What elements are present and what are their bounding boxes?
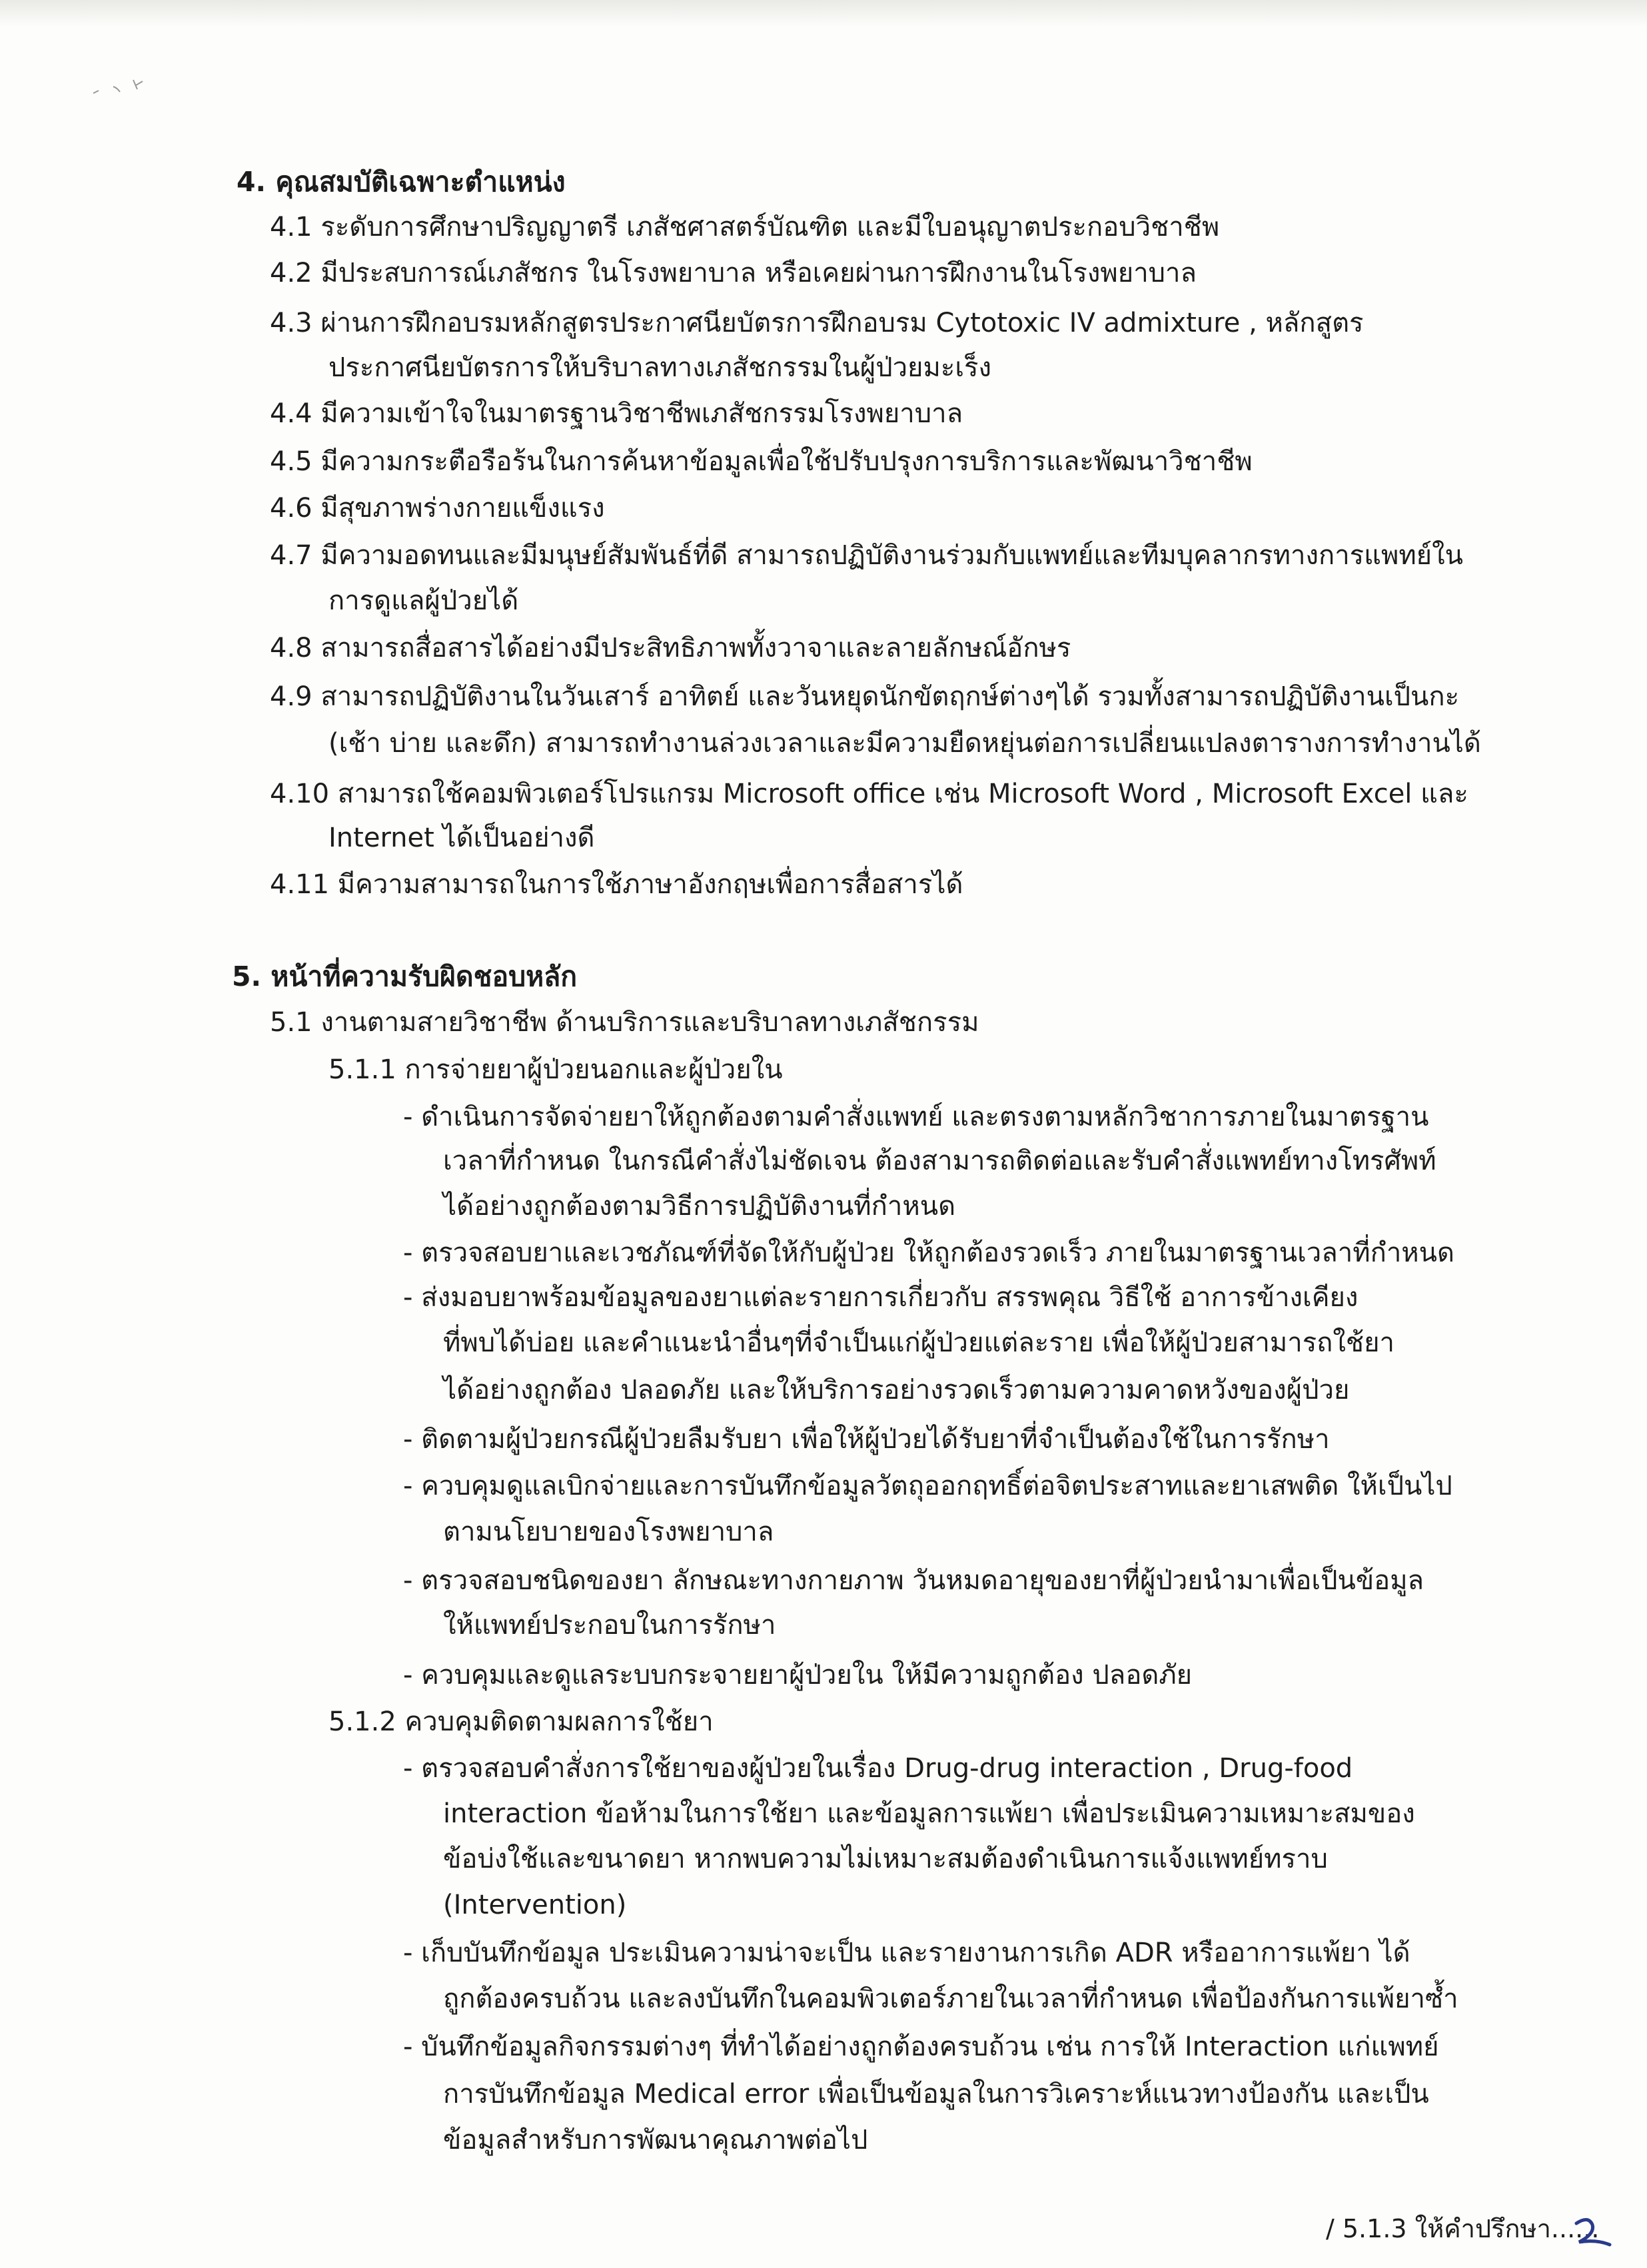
bullet-line: - ควบคุมและดูแลระบบกระจายยาผู้ป่วยใน ให้มีความถูกต้อง ปลอดภัย xyxy=(403,1660,1193,1691)
bullet-line: - บันทึกข้อมูลกิจกรรมต่างๆ ที่ทำได้อย่างถูกต้องครบถ้วน เช่น การให้ Interaction แก่แพทย์ xyxy=(403,2032,1439,2062)
bullet-line-cont: interaction ข้อห้ามในการใช้ยา และข้อมูลการแพ้ยา เพื่อประเมินความเหมาะสมของ xyxy=(443,1798,1415,1829)
list-item-4-9: 4.9 สามารถปฏิบัติงานในวันเสาร์ อาทิตย์ และวันหยุดนักขัตฤกษ์ต่างๆได้ รวมทั้งสามารถปฏิบัติงานเป็นกะ xyxy=(270,681,1460,712)
list-item-4-9-cont: (เช้า บ่าย และดึก) สามารถทำงานล่วงเวลาและมีความยืดหยุ่นต่อการเปลี่ยนแปลงตารางการทำงานได้ xyxy=(328,728,1481,759)
scan-shadow xyxy=(0,0,1647,27)
list-item-4-11: 4.11 มีความสามารถในการใช้ภาษาอังกฤษเพื่อการสื่อสารได้ xyxy=(270,869,963,900)
list-item-4-7: 4.7 มีความอดทนและมีมนุษย์สัมพันธ์ที่ดี สามารถปฏิบัติงานร่วมกับแพทย์และทีมบุคลากรทางการแพทย์ใน xyxy=(270,540,1463,571)
section-4-heading: 4. คุณสมบัติเฉพาะตำแหน่ง xyxy=(237,166,566,198)
list-item-4-5: 4.5 มีความกระตือรือร้นในการค้นหาข้อมูลเพื่อใช้ปรับปรุงการบริการและพัฒนาวิชาชีพ xyxy=(270,446,1253,477)
list-item-4-3: 4.3 ผ่านการฝึกอบรมหลักสูตรประกาศนียบัตรการฝึกอบรม Cytotoxic IV admixture , หลักสูตร xyxy=(270,308,1364,338)
list-item-4-6: 4.6 มีสุขภาพร่างกายแข็งแรง xyxy=(270,493,605,524)
bullet-line: - ดำเนินการจัดจ่ายยาให้ถูกต้องตามคำสั่งแพทย์ และตรงตามหลักวิชาการภายในมาตรฐาน xyxy=(403,1102,1429,1132)
bullet-line-cont: เวลาที่กำหนด ในกรณีคำสั่งไม่ชัดเจน ต้องสามารถติดต่อและรับคำสั่งแพทย์ทางโทรศัพท์ xyxy=(443,1146,1436,1176)
bullet-line: - ตรวจสอบยาและเวชภัณฑ์ที่จัดให้กับผู้ป่วย ให้ถูกต้องรวดเร็ว ภายในมาตรฐานเวลาที่กำหนด xyxy=(403,1238,1454,1268)
list-item-4-10: 4.10 สามารถใช้คอมพิวเตอร์โปรแกรม Microsoft office เช่น Microsoft Word , Microsoft Excel และ xyxy=(270,779,1468,809)
list-item-4-3-cont: ประกาศนียบัตรการให้บริบาลทางเภสัชกรรมในผู้ป่วยมะเร็ง xyxy=(328,352,992,383)
bullet-line-cont: ตามนโยบายของโรงพยาบาล xyxy=(443,1517,774,1547)
section-5-heading: 5. หน้าที่ความรับผิดชอบหลัก xyxy=(232,960,578,992)
bullet-line-cont: ได้อย่างถูกต้อง ปลอดภัย และให้บริการอย่างรวดเร็วตามความคาดหวังของผู้ป่วย xyxy=(443,1375,1350,1405)
subsection-5-1-1: 5.1.1 การจ่ายยาผู้ป่วยนอกและผู้ป่วยใน xyxy=(328,1054,783,1085)
bullet-line-cont: ให้แพทย์ประกอบในการรักษา xyxy=(443,1610,776,1641)
subsection-5-1-2: 5.1.2 ควบคุมติดตามผลการใช้ยา xyxy=(328,1706,714,1737)
bullet-line-cont: ข้อมูลสำหรับการพัฒนาคุณภาพต่อไป xyxy=(443,2125,868,2155)
list-item-4-7-cont: การดูแลผู้ป่วยได้ xyxy=(328,585,519,616)
page-continuation-note: / 5.1.3 ให้คำปรึกษา...... xyxy=(1326,2214,1600,2243)
list-item-4-1: 4.1 ระดับการศึกษาปริญญาตรี เภสัชศาสตร์บัณฑิต และมีใบอนุญาตประกอบวิชาชีพ xyxy=(270,212,1220,242)
bullet-line-cont: การบันทึกข้อมูล Medical error เพื่อเป็นข้อมูลในการวิเคราะห์แนวทางป้องกัน และเป็น xyxy=(443,2079,1429,2109)
bullet-line-cont: ได้อย่างถูกต้องตามวิธีการปฏิบัติงานที่กำหนด xyxy=(443,1191,956,1222)
bullet-line-cont: (Intervention) xyxy=(443,1890,627,1920)
bullet-line: - ควบคุมดูแลเบิกจ่ายและการบันทึกข้อมูลวัตถุออกฤทธิ์ต่อจิตประสาทและยาเสพติด ให้เป็นไป xyxy=(403,1471,1452,1501)
bullet-line-cont: ข้อบ่งใช้และขนาดยา หากพบความไม่เหมาะสมต้องดำเนินการแจ้งแพทย์ทราบ xyxy=(443,1844,1328,1874)
subsection-5-1: 5.1 งานตามสายวิชาชีพ ด้านบริการและบริบาลทางเภสัชกรรม xyxy=(270,1007,979,1038)
list-item-4-4: 4.4 มีความเข้าใจในมาตรฐานวิชาชีพเภสัชกรรมโรงพยาบาล xyxy=(270,398,963,429)
bullet-line: - เก็บบันทึกข้อมูล ประเมินความน่าจะเป็น และรายงานการเกิด ADR หรืออาการแพ้ยา ได้ xyxy=(403,1938,1410,1968)
list-item-4-8: 4.8 สามารถสื่อสารได้อย่างมีประสิทธิภาพทั้งวาจาและลายลักษณ์อักษร xyxy=(270,633,1071,663)
list-item-4-10-cont: Internet ได้เป็นอย่างดี xyxy=(328,823,595,853)
scan-speck-mark xyxy=(87,73,193,107)
bullet-line: - ตรวจสอบชนิดของยา ลักษณะทางกายภาพ วันหมดอายุของยาที่ผู้ป่วยนำมาเพื่อเป็นข้อมูล xyxy=(403,1565,1424,1596)
handwritten-page-mark xyxy=(1572,2210,1626,2250)
bullet-line: - ส่งมอบยาพร้อมข้อมูลของยาแต่ละรายการเกี่ยวกับ สรรพคุณ วิธีใช้ อาการข้างเคียง xyxy=(403,1282,1359,1313)
bullet-line: - ติดตามผู้ป่วยกรณีผู้ป่วยลืมรับยา เพื่อให้ผู้ป่วยได้รับยาที่จำเป็นต้องใช้ในการรักษา xyxy=(403,1424,1330,1455)
list-item-4-2: 4.2 มีประสบการณ์เภสัชกร ในโรงพยาบาล หรือเคยผ่านการฝึกงานในโรงพยาบาล xyxy=(270,258,1197,288)
bullet-line-cont: ถูกต้องครบถ้วน และลงบันทึกในคอมพิวเตอร์ภายในเวลาที่กำหนด เพื่อป้องกันการแพ้ยาซ้ำ xyxy=(443,1984,1458,2014)
bullet-line: - ตรวจสอบคำสั่งการใช้ยาของผู้ป่วยในเรื่อง Drug-drug interaction , Drug-food xyxy=(403,1753,1353,1784)
bullet-line-cont: ที่พบได้บ่อย และคำแนะนำอื่นๆที่จำเป็นแก่ผู้ป่วยแต่ละราย เพื่อให้ผู้ป่วยสามารถใช้ยา xyxy=(443,1327,1394,1358)
